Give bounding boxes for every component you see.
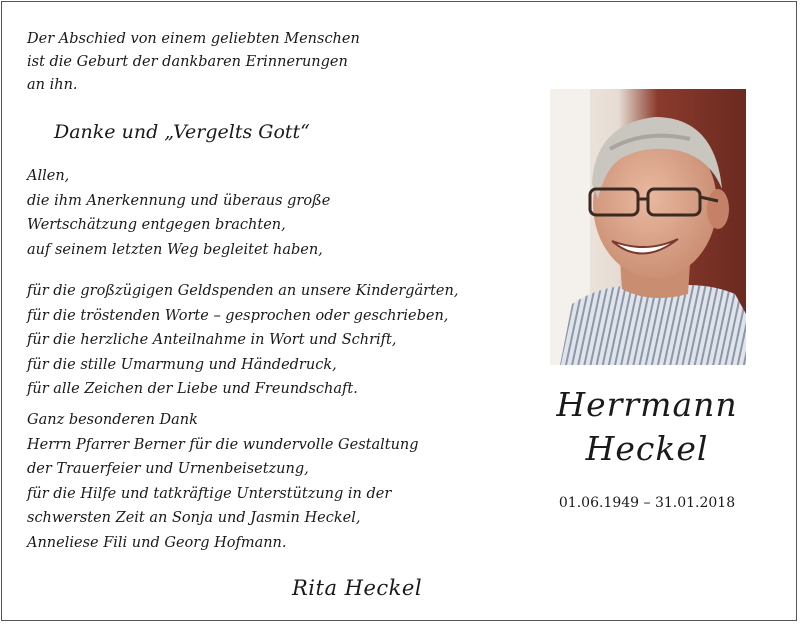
intro-line: an ihn.: [27, 77, 78, 93]
text-line: Anneliese Fili und Georg Hofmann.: [27, 534, 287, 551]
deceased-last-name: Heckel: [585, 429, 709, 468]
thanks-heading: Danke und „Vergelts Gott“: [54, 121, 310, 143]
text-line: auf seinem letzten Weg begleitet haben,: [27, 241, 323, 258]
text-line: für die stille Umarmung und Händedruck,: [27, 356, 337, 373]
text-line: für die großzügigen Geldspenden an unsere Kindergärten,: [27, 283, 459, 299]
text-line: für alle Zeichen der Liebe und Freundschaft.: [27, 381, 358, 397]
text-line: für die tröstenden Worte – gesprochen oder geschrieben,: [27, 307, 449, 324]
text-line: Herrn Pfarrer Berner für die wundervolle Gestaltung: [27, 436, 419, 453]
thanks-block-gestures: [27, 279, 458, 402]
life-dates: 01.06.1949 – 31.01.2018: [558, 495, 736, 511]
text-line: für die Hilfe und tatkräftige Unterstützung in der: [27, 485, 392, 502]
text-line: schwersten Zeit an Sonja und Jasmin Heckel,: [27, 510, 361, 526]
text-line: Ganz besonderen Dank: [27, 412, 198, 428]
obituary-card: [1, 1, 797, 621]
text-line: Wertschätzung entgegen brachten,: [27, 217, 286, 233]
thanks-block-special: [27, 408, 419, 555]
portrait-photo: [550, 89, 746, 365]
thanks-block-recipients: [27, 164, 330, 262]
signature: Rita Heckel: [292, 576, 423, 600]
deceased-first-name: Herrmann: [556, 385, 738, 424]
intro-line: Der Abschied von einem geliebten Menschen: [27, 31, 360, 47]
text-line: Allen,: [27, 168, 70, 184]
text-line: der Trauerfeier und Urnenbeisetzung,: [27, 461, 309, 477]
text-line: für die herzliche Anteilnahme in Wort und Schrift,: [27, 332, 397, 348]
text-line: die ihm Anerkennung und überaus große: [27, 192, 331, 209]
intro-quote: [27, 28, 447, 97]
intro-line: ist die Geburt der dankbaren Erinnerungen: [27, 54, 348, 70]
